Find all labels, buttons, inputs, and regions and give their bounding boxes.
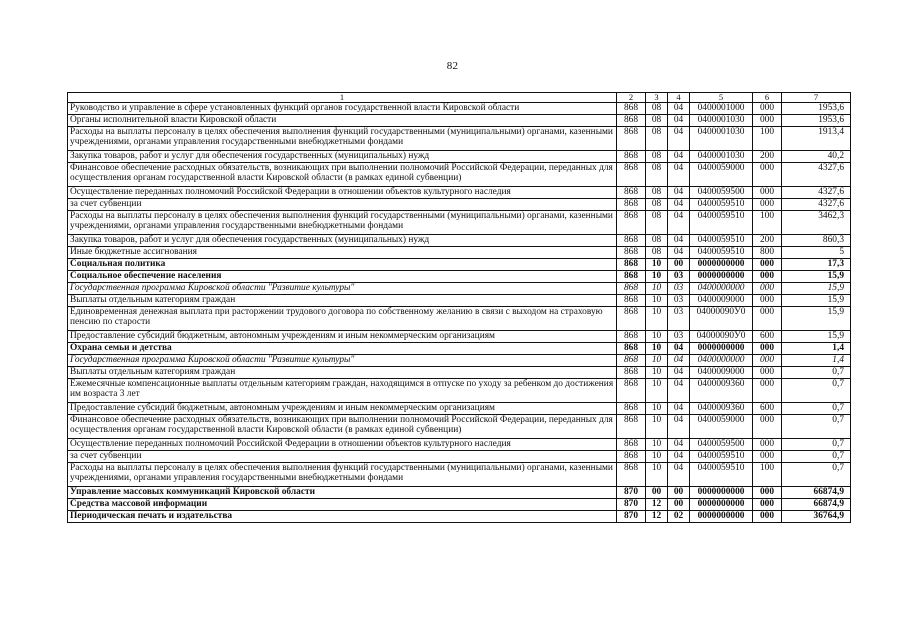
row-ministry-code-cell: 868 [617,235,646,247]
table-row [68,511,851,523]
row-amount-cell: 860,3 [782,235,851,247]
row-name-cell: Ежемесячные компенсационные выплаты отдельным категориям граждан, находящимся в отпуске по уходу за ребенком до достижения им возраста 3 лет [68,379,617,403]
row-target-item-cell: 0400059000 [690,415,753,439]
row-subsection-code-cell: 03 [668,271,690,283]
row-section-code-cell: 12 [646,499,668,511]
column-header-3: 3 [646,93,668,103]
row-subsection-code-cell: 04 [668,463,690,487]
table-row [68,343,851,355]
row-ministry-code-cell: 868 [617,283,646,295]
table-row [68,199,851,211]
row-name-cell: Периодическая печать и издательства [68,511,617,523]
row-subsection-code-cell: 04 [668,379,690,403]
row-amount-cell: 0,7 [782,415,851,439]
row-section-code-cell: 10 [646,451,668,463]
row-expense-type-cell: 000 [753,103,782,115]
row-expense-type-cell: 000 [753,415,782,439]
row-subsection-code-cell: 04 [668,451,690,463]
table-row [68,331,851,343]
table-body [68,103,851,523]
row-section-code-cell: 10 [646,295,668,307]
row-section-code-cell: 08 [646,211,668,235]
table-row [68,307,851,331]
row-ministry-code-cell: 868 [617,379,646,403]
table-row [68,247,851,259]
row-expense-type-cell: 000 [753,439,782,451]
row-ministry-code-cell: 868 [617,439,646,451]
row-name-cell: Закупка товаров, работ и услуг для обеспечения государственных (муниципальных) нужд [68,151,617,163]
row-expense-type-cell: 000 [753,307,782,331]
row-amount-cell: 0,7 [782,439,851,451]
row-subsection-code-cell: 03 [668,307,690,331]
row-subsection-code-cell: 03 [668,331,690,343]
column-header-6: 6 [753,93,782,103]
table-row [68,187,851,199]
row-subsection-code-cell: 04 [668,355,690,367]
row-target-item-cell: 04000090У0 [690,331,753,343]
row-section-code-cell: 10 [646,343,668,355]
row-name-cell: Социальная политика [68,259,617,271]
table-row [68,115,851,127]
row-expense-type-cell: 000 [753,283,782,295]
row-amount-cell: 4327,6 [782,187,851,199]
row-ministry-code-cell: 868 [617,199,646,211]
row-subsection-code-cell: 04 [668,367,690,379]
row-expense-type-cell: 000 [753,259,782,271]
row-target-item-cell: 0400059510 [690,247,753,259]
row-name-cell: Социальное обеспечение населения [68,271,617,283]
row-amount-cell: 1,4 [782,355,851,367]
row-subsection-code-cell: 03 [668,295,690,307]
table-row [68,283,851,295]
row-ministry-code-cell: 868 [617,355,646,367]
row-name-cell: Руководство и управление в сфере установленных функций органов государственной власти Кировской области [68,103,617,115]
row-ministry-code-cell: 868 [617,211,646,235]
row-amount-cell: 0,7 [782,379,851,403]
row-target-item-cell: 0400059000 [690,163,753,187]
column-header-5: 5 [690,93,753,103]
row-subsection-code-cell: 04 [668,415,690,439]
row-ministry-code-cell: 868 [617,259,646,271]
row-expense-type-cell: 000 [753,343,782,355]
row-target-item-cell: 0400000000 [690,283,753,295]
row-expense-type-cell: 100 [753,463,782,487]
row-subsection-code-cell: 00 [668,487,690,499]
table-header [68,93,851,103]
row-section-code-cell: 10 [646,355,668,367]
table-row [68,271,851,283]
column-header-1: 1 [68,93,617,103]
table-row [68,487,851,499]
row-ministry-code-cell: 868 [617,187,646,199]
row-subsection-code-cell: 04 [668,187,690,199]
row-expense-type-cell: 000 [753,271,782,283]
row-section-code-cell: 10 [646,271,668,283]
row-name-cell: Охрана семьи и детства [68,343,617,355]
table-row [68,355,851,367]
row-target-item-cell: 0400059510 [690,235,753,247]
row-amount-cell: 15,9 [782,307,851,331]
row-subsection-code-cell: 00 [668,499,690,511]
row-section-code-cell: 08 [646,103,668,115]
row-subsection-code-cell: 04 [668,343,690,355]
row-target-item-cell: 0400009360 [690,379,753,403]
row-expense-type-cell: 600 [753,331,782,343]
row-expense-type-cell: 000 [753,295,782,307]
table-row [68,403,851,415]
budget-table [67,92,851,523]
row-target-item-cell: 0000000000 [690,259,753,271]
row-section-code-cell: 10 [646,379,668,403]
row-amount-cell: 15,9 [782,271,851,283]
table-row [68,367,851,379]
page-number: 82 [446,60,459,72]
row-section-code-cell: 08 [646,247,668,259]
row-amount-cell: 40,2 [782,151,851,163]
row-target-item-cell: 0000000000 [690,511,753,523]
row-name-cell: Расходы на выплаты персоналу в целях обеспечения выполнения функций государственными (муниципальными) органами, казенными учреждениями, органами управления государственными внебюджетными фондами [68,127,617,151]
row-name-cell: Единовременная денежная выплата при расторжении трудового договора по собственному желанию в связи с выходом на страховую пенсию по старости [68,307,617,331]
row-name-cell: Осуществление переданных полномочий Российской Федерации в отношении объектов культурного наследия [68,439,617,451]
row-ministry-code-cell: 868 [617,271,646,283]
row-subsection-code-cell: 04 [668,115,690,127]
row-amount-cell: 3462,3 [782,211,851,235]
table-row [68,379,851,403]
row-subsection-code-cell: 04 [668,439,690,451]
table-row [68,103,851,115]
row-name-cell: Финансовое обеспечение расходных обязательств, возникающих при выполнении полномочий Российской Федерации, переданных для осуществления органам государственной власти Кировской области (в рамках единой субвенции) [68,415,617,439]
row-name-cell: Органы исполнительной власти Кировской области [68,115,617,127]
row-expense-type-cell: 000 [753,199,782,211]
table-row [68,439,851,451]
row-section-code-cell: 08 [646,151,668,163]
table-row [68,295,851,307]
row-name-cell: за счет субвенции [68,199,617,211]
row-amount-cell: 1953,6 [782,115,851,127]
row-amount-cell: 0,7 [782,451,851,463]
row-ministry-code-cell: 870 [617,511,646,523]
row-expense-type-cell: 000 [753,367,782,379]
row-amount-cell: 4327,6 [782,163,851,187]
row-amount-cell: 1,4 [782,343,851,355]
row-name-cell: Осуществление переданных полномочий Российской Федерации в отношении объектов культурного наследия [68,187,617,199]
row-ministry-code-cell: 868 [617,403,646,415]
row-subsection-code-cell: 04 [668,103,690,115]
column-header-2: 2 [617,93,646,103]
row-ministry-code-cell: 868 [617,295,646,307]
row-target-item-cell: 0400001030 [690,151,753,163]
row-amount-cell: 0,7 [782,403,851,415]
table-row [68,151,851,163]
row-subsection-code-cell: 04 [668,235,690,247]
row-amount-cell: 1953,6 [782,103,851,115]
table-row [68,163,851,187]
row-expense-type-cell: 000 [753,187,782,199]
row-name-cell: Выплаты отдельным категориям граждан [68,367,617,379]
row-ministry-code-cell: 868 [617,163,646,187]
row-expense-type-cell: 100 [753,127,782,151]
row-ministry-code-cell: 868 [617,127,646,151]
row-target-item-cell: 0400009000 [690,367,753,379]
row-section-code-cell: 08 [646,199,668,211]
row-target-item-cell: 0400059500 [690,187,753,199]
table-row [68,451,851,463]
row-ministry-code-cell: 868 [617,103,646,115]
row-name-cell: Государственная программа Кировской области "Развитие культуры" [68,355,617,367]
row-section-code-cell: 10 [646,415,668,439]
row-target-item-cell: 0400059510 [690,463,753,487]
row-expense-type-cell: 000 [753,163,782,187]
row-target-item-cell: 0400001030 [690,127,753,151]
row-name-cell: Расходы на выплаты персоналу в целях обеспечения выполнения функций государственными (муниципальными) органами, казенными учреждениями, органами управления государственными внебюджетными фондами [68,211,617,235]
column-header-7: 7 [782,93,851,103]
row-amount-cell: 36764,9 [782,511,851,523]
row-amount-cell: 15,9 [782,295,851,307]
row-expense-type-cell: 000 [753,115,782,127]
row-expense-type-cell: 000 [753,499,782,511]
row-target-item-cell: 0000000000 [690,343,753,355]
row-ministry-code-cell: 868 [617,367,646,379]
row-section-code-cell: 10 [646,463,668,487]
table-row [68,235,851,247]
header-row [68,93,851,103]
row-subsection-code-cell: 04 [668,163,690,187]
row-name-cell: Предоставление субсидий бюджетным, автономным учреждениям и иным некоммерческим организациям [68,403,617,415]
row-subsection-code-cell: 04 [668,211,690,235]
row-amount-cell: 1913,4 [782,127,851,151]
row-subsection-code-cell: 03 [668,283,690,295]
row-subsection-code-cell: 04 [668,403,690,415]
row-ministry-code-cell: 868 [617,415,646,439]
table-row [68,127,851,151]
row-expense-type-cell: 600 [753,403,782,415]
row-section-code-cell: 12 [646,511,668,523]
row-subsection-code-cell: 04 [668,127,690,151]
row-section-code-cell: 10 [646,283,668,295]
row-ministry-code-cell: 868 [617,331,646,343]
row-name-cell: Государственная программа Кировской области "Развитие культуры" [68,283,617,295]
row-expense-type-cell: 000 [753,355,782,367]
table-row [68,415,851,439]
row-target-item-cell: 0400059510 [690,451,753,463]
row-subsection-code-cell: 02 [668,511,690,523]
row-name-cell: Финансовое обеспечение расходных обязательств, возникающих при выполнении полномочий Российской Федерации, переданных для осуществления органам государственной власти Кировской области (в рамках единой субвенции) [68,163,617,187]
row-section-code-cell: 10 [646,307,668,331]
table-row [68,499,851,511]
row-amount-cell: 15,9 [782,331,851,343]
row-section-code-cell: 10 [646,403,668,415]
row-section-code-cell: 08 [646,115,668,127]
row-ministry-code-cell: 870 [617,499,646,511]
row-amount-cell: 15,9 [782,283,851,295]
row-subsection-code-cell: 04 [668,151,690,163]
row-amount-cell: 5 [782,247,851,259]
row-ministry-code-cell: 868 [617,463,646,487]
row-target-item-cell: 0000000000 [690,499,753,511]
row-name-cell: Средства массовой информации [68,499,617,511]
row-target-item-cell: 0400001030 [690,115,753,127]
row-expense-type-cell: 000 [753,487,782,499]
row-expense-type-cell: 000 [753,379,782,403]
row-expense-type-cell: 200 [753,235,782,247]
row-target-item-cell: 0400009000 [690,295,753,307]
table-row [68,463,851,487]
row-target-item-cell: 04000090У0 [690,307,753,331]
row-ministry-code-cell: 868 [617,307,646,331]
row-section-code-cell: 10 [646,439,668,451]
row-ministry-code-cell: 868 [617,247,646,259]
row-target-item-cell: 0400001000 [690,103,753,115]
row-expense-type-cell: 000 [753,511,782,523]
row-name-cell: Предоставление субсидий бюджетным, автономным учреждениям и иным некоммерческим организациям [68,331,617,343]
row-target-item-cell: 0400059510 [690,199,753,211]
row-name-cell: Иные бюджетные ассигнования [68,247,617,259]
row-amount-cell: 4327,6 [782,199,851,211]
row-name-cell: за счет субвенции [68,451,617,463]
row-target-item-cell: 0000000000 [690,487,753,499]
row-section-code-cell: 08 [646,187,668,199]
row-name-cell: Управление массовых коммуникаций Кировской области [68,487,617,499]
row-expense-type-cell: 100 [753,211,782,235]
row-target-item-cell: 0400059500 [690,439,753,451]
row-section-code-cell: 10 [646,367,668,379]
table-row [68,211,851,235]
row-section-code-cell: 00 [646,487,668,499]
row-target-item-cell: 0400000000 [690,355,753,367]
row-ministry-code-cell: 868 [617,151,646,163]
row-section-code-cell: 08 [646,235,668,247]
row-name-cell: Закупка товаров, работ и услуг для обеспечения государственных (муниципальных) нужд [68,235,617,247]
row-amount-cell: 66874,9 [782,499,851,511]
row-expense-type-cell: 800 [753,247,782,259]
row-name-cell: Расходы на выплаты персоналу в целях обеспечения выполнения функций государственными (муниципальными) органами, казенными учреждениями, органами управления государственными внебюджетными фондами [68,463,617,487]
row-expense-type-cell: 200 [753,151,782,163]
row-target-item-cell: 0400059510 [690,211,753,235]
table-row [68,259,851,271]
row-amount-cell: 17,3 [782,259,851,271]
row-amount-cell: 0,7 [782,367,851,379]
row-name-cell: Выплаты отдельным категориям граждан [68,295,617,307]
row-ministry-code-cell: 868 [617,115,646,127]
row-expense-type-cell: 000 [753,451,782,463]
row-target-item-cell: 0000000000 [690,271,753,283]
row-ministry-code-cell: 868 [617,343,646,355]
row-section-code-cell: 08 [646,127,668,151]
row-amount-cell: 0,7 [782,463,851,487]
column-header-4: 4 [668,93,690,103]
row-subsection-code-cell: 04 [668,199,690,211]
row-section-code-cell: 10 [646,331,668,343]
row-subsection-code-cell: 00 [668,259,690,271]
row-section-code-cell: 10 [646,259,668,271]
row-subsection-code-cell: 04 [668,247,690,259]
row-target-item-cell: 0400009360 [690,403,753,415]
row-ministry-code-cell: 870 [617,487,646,499]
row-amount-cell: 66874,9 [782,487,851,499]
row-section-code-cell: 08 [646,163,668,187]
row-ministry-code-cell: 868 [617,451,646,463]
